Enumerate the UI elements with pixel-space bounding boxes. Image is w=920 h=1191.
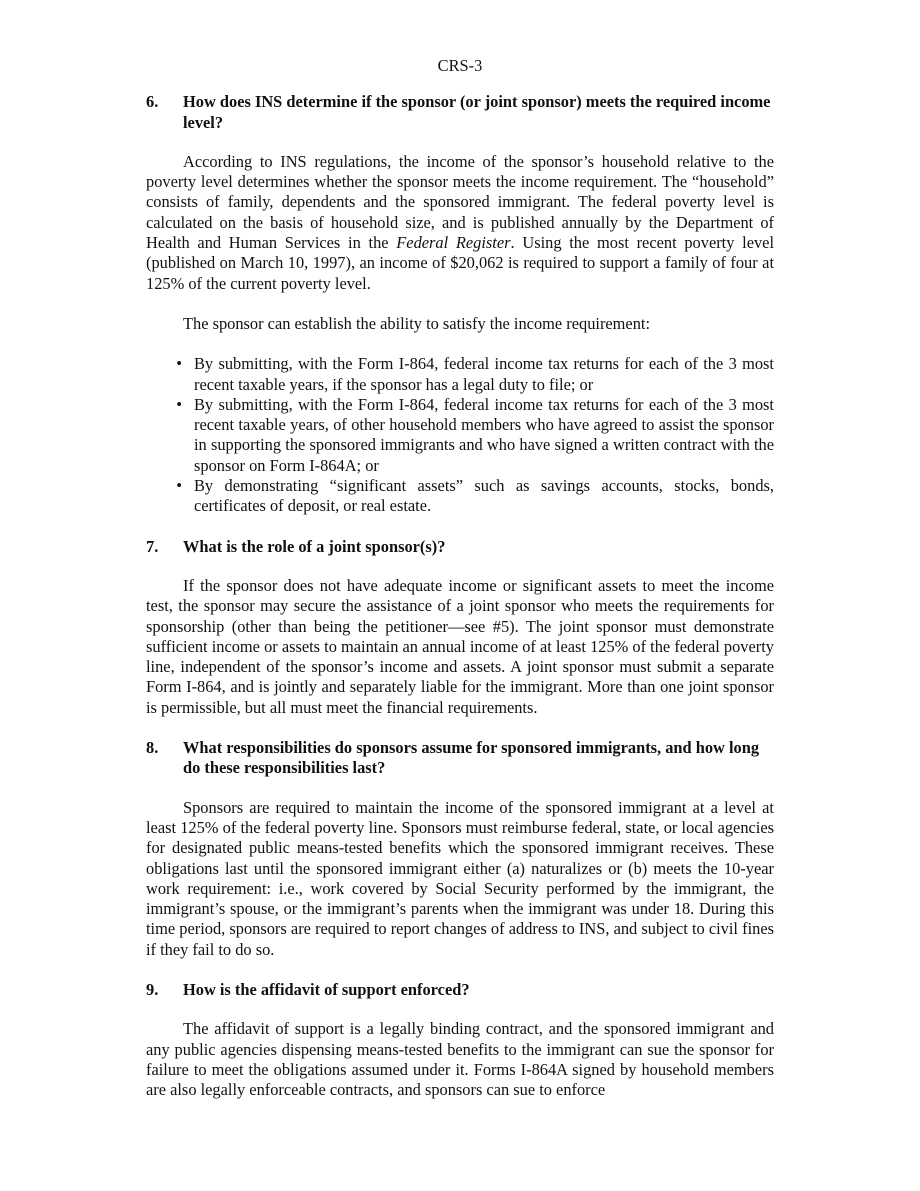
question-7-number: 7. [146, 536, 159, 556]
income-requirement-list [146, 354, 774, 516]
question-8-number: 8. [146, 738, 159, 758]
question-6-paragraph-1-end: . Using the most recent poverty level (published on March 10, 1997), an income of $20,062 is required to support a family of four at 125% of the current poverty level. [146, 233, 775, 293]
list-item-text: By submitting, with the Form I-864, federal income tax returns for each of the 3 most recent taxable years, if the sponsor has a legal duty to file; or [194, 354, 774, 394]
bullet-icon: • [176, 476, 182, 496]
question-6-paragraph-1 [146, 152, 774, 294]
question-6-heading [146, 92, 774, 133]
bullet-icon: • [176, 354, 182, 374]
question-6-text: How does INS determine if the sponsor (or joint sponsor) meets the required income level? [183, 92, 771, 132]
document-page [146, 56, 774, 1100]
list-item-text: By submitting, with the Form I-864, federal income tax returns for each of the 3 most recent taxable years, of other household members who have agreed to assist the sponsor in supporting the sponsored immigrants and who have signed a written contract with the sponsor on Form I-864A; or [194, 394, 774, 475]
question-7-heading [146, 537, 774, 557]
question-8-paragraph: Sponsors are required to maintain the income of the sponsored immigrant at a level at least 125% of the federal poverty line. Sponsors must reimburse federal, state, or local agencies for designated public means-tested benefits which the sponsored immigrant receives. These obligations last until the sponsored immigrant either (a) naturalizes or (b) meets the 10-year work requirement: i.e., work covered by Social Security performed by the immigrant, the immigrant’s spouse, or the immigrant’s parents when the immigrant was under 18. During this time period, sponsors are required to report changes of address to INS, and subject to civil fines if they fail to do so. [146, 797, 774, 959]
list-item-text: By demonstrating “significant assets” such as savings accounts, stocks, bonds, certificates of deposit, or real estate. [194, 476, 774, 516]
page-header: CRS-3 [437, 56, 483, 75]
question-6-number: 6. [146, 92, 159, 112]
question-8-text: What responsibilities do sponsors assume for sponsored immigrants, and how long do these responsibilities last? [183, 738, 760, 778]
list-item [146, 395, 774, 476]
question-7-text: What is the role of a joint sponsor(s)? [183, 536, 446, 556]
question-8-heading [146, 738, 774, 779]
list-item [146, 354, 774, 395]
bullet-icon: • [176, 394, 182, 414]
question-6-paragraph-2: The sponsor can establish the ability to satisfy the income requirement: [183, 313, 651, 333]
question-6-paragraph-1-start: According to INS regulations, the income of the sponsor’s household relative to the poverty level determines whether the sponsor meets the income requirement. The “household” consists of family, dependents and the sponsored immigrant. The federal poverty level is calculated on the basis of household size, and is published annually by the Department of Health and Human Services in the [146, 151, 774, 253]
question-9-text: How is the affidavit of support enforced? [183, 979, 470, 999]
list-item [146, 476, 774, 517]
federal-register-title: Federal Register [396, 233, 511, 253]
question-7-paragraph: If the sponsor does not have adequate income or significant assets to meet the income test, the sponsor may secure the assistance of a joint sponsor who meets the requirements for sponsorship (other than being the petitioner—see #5). The joint sponsor must demonstrate sufficient income or assets to maintain an annual income of at least 125% of the federal poverty line, independent of the sponsor’s income and assets. A joint sponsor must submit a separate Form I-864, and is jointly and separately liable for the immigrant. More than one joint sponsor is permissible, but all must meet the financial requirements. [146, 575, 774, 717]
question-9-paragraph: The affidavit of support is a legally binding contract, and the sponsored immigrant and any public agencies dispensing means-tested benefits to the immigrant can sue the sponsor for failure to meet the obligations assumed under it. Forms I-864A signed by household members are also legally enforceable contracts, and sponsors can sue to enforce [146, 1019, 774, 1100]
question-9-number: 9. [146, 979, 159, 999]
question-9-heading [146, 980, 774, 1000]
